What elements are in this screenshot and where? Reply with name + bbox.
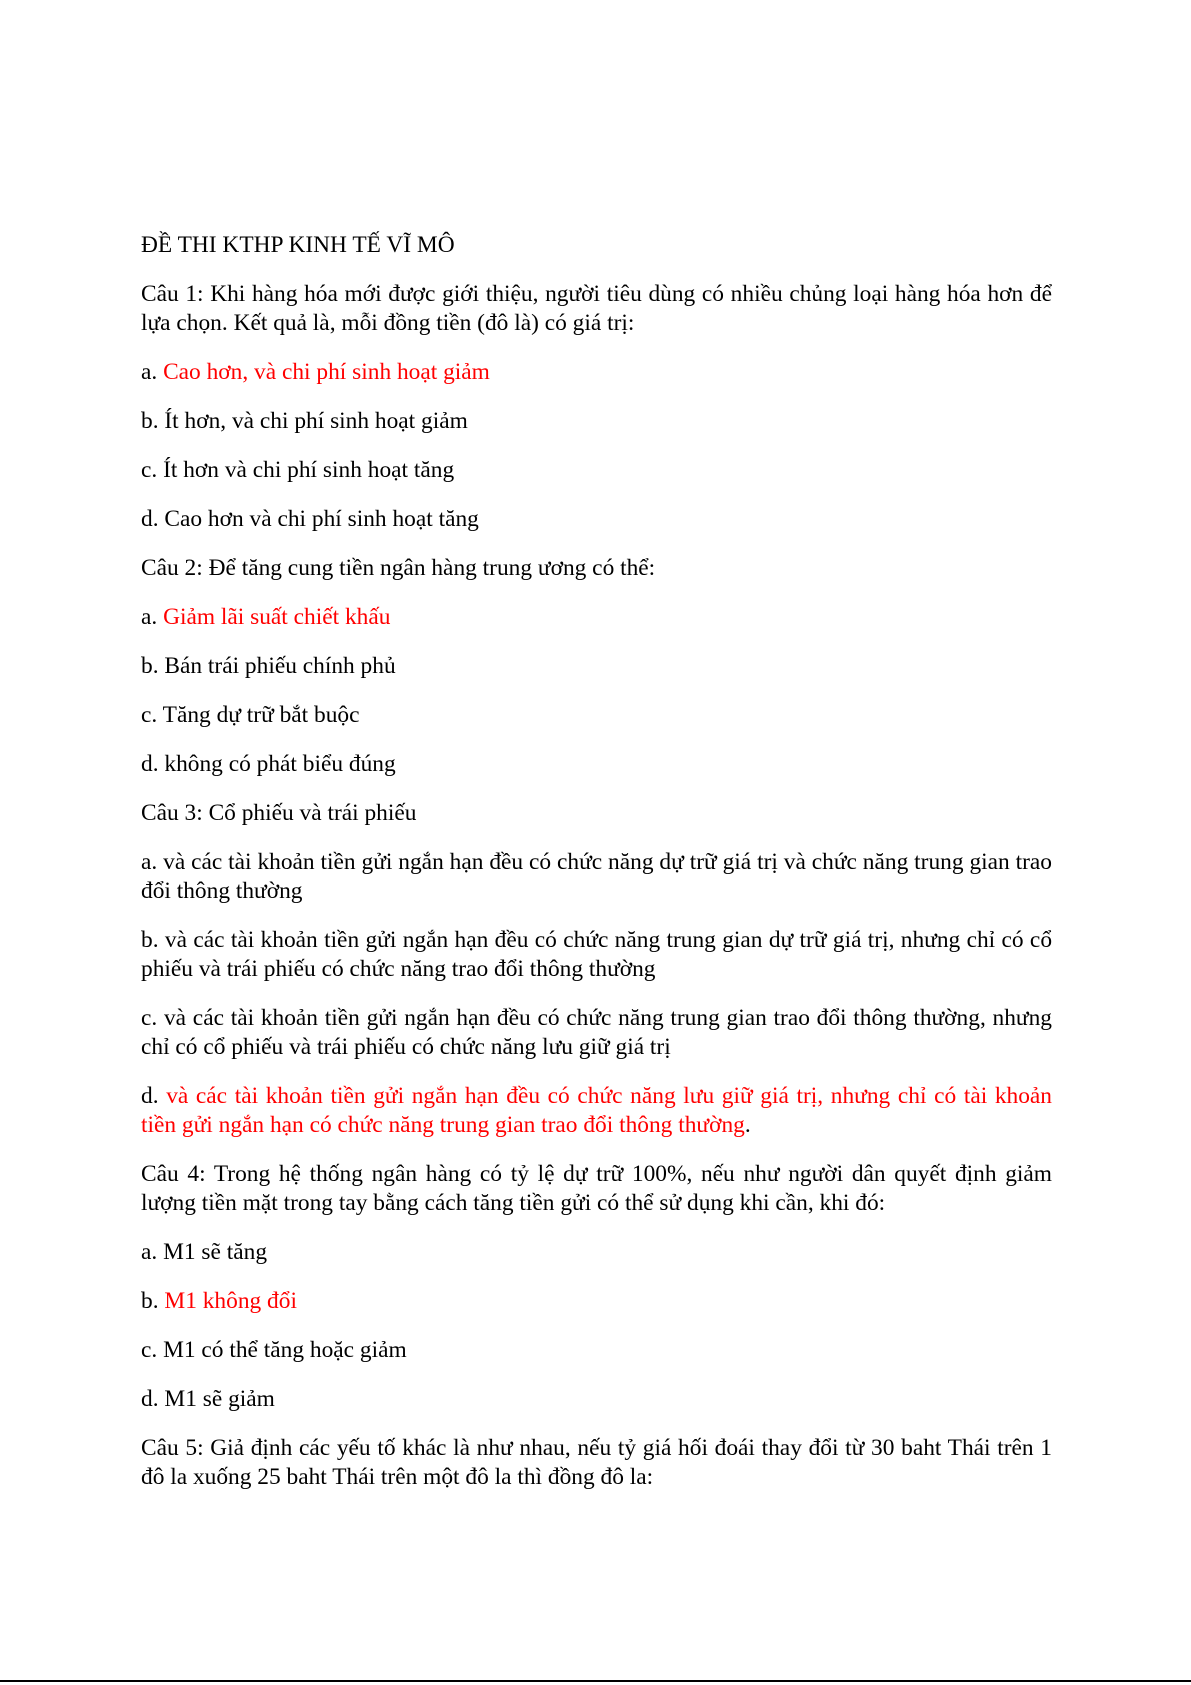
question-2-option-a: [141, 603, 1052, 632]
correct-answer-text: và các tài khoản tiền gửi ngắn hạn đều có chức năng lưu giữ giá trị, nhưng chỉ có tài khoản tiền gửi ngắn hạn có chức năng trung gian trao đổi thông thường: [141, 1083, 1053, 1138]
question-2-option-d: [141, 750, 1052, 779]
question-3-option-b: [141, 926, 1052, 984]
option-text: và các tài khoản tiền gửi ngắn hạn đều có chức năng trung gian dự trữ giá trị, nhưng chỉ có cổ phiếu và trái phiếu có chức năng trao đổi thông thường: [141, 927, 1053, 982]
option-prefix: a.: [141, 1239, 164, 1265]
question-1-option-c: [141, 456, 1052, 485]
question-3-option-c: [141, 1004, 1052, 1062]
correct-answer-text: Cao hơn, và chi phí sinh hoạt giảm: [163, 359, 490, 385]
question-4-option-c: [141, 1336, 1052, 1365]
question-2-option-b: [141, 652, 1052, 681]
question-3-option-a: [141, 848, 1052, 906]
question-3: Câu 3: Cổ phiếu và trái phiếu: [141, 800, 417, 826]
option-prefix: c.: [141, 1005, 164, 1031]
option-prefix: a.: [141, 849, 164, 875]
question-2: Câu 2: Để tăng cung tiền ngân hàng trung ương có thể:: [141, 555, 656, 581]
option-prefix: d.: [141, 506, 165, 532]
correct-answer-text: M1 không đổi: [164, 1288, 297, 1314]
question-2-option-c: [141, 701, 1052, 730]
option-text: Ít hơn, và chi phí sinh hoạt giảm: [164, 408, 468, 434]
option-prefix: b.: [141, 653, 165, 679]
question-4-option-a: [141, 1238, 1052, 1267]
option-prefix: c.: [141, 457, 164, 483]
option-prefix: c.: [141, 702, 163, 728]
question-1-option-d: [141, 505, 1052, 534]
option-text: M1 có thể tăng hoặc giảm: [163, 1337, 407, 1363]
option-prefix: d.: [141, 751, 165, 777]
option-text: Ít hơn và chi phí sinh hoạt tăng: [163, 457, 455, 483]
option-prefix: d.: [141, 1083, 167, 1109]
option-text: Tăng dự trữ bắt buộc: [162, 702, 360, 728]
correct-answer-text: Giảm lãi suất chiết khấu: [163, 604, 391, 630]
page-bottom-divider: [0, 1680, 1191, 1682]
question-5: Câu 5: Giả định các yếu tố khác là như nhau, nếu tỷ giá hối đoái thay đổi từ 30 baht Thái trên 1 đô la xuống 25 baht Thái trên một đô la thì đồng đô la:: [141, 1435, 1052, 1490]
page-title: ĐỀ THI KTHP KINH TẾ VĨ MÔ: [141, 232, 455, 258]
question-4: Câu 4: Trong hệ thống ngân hàng có tỷ lệ dự trữ 100%, nếu như người dân quyết định giảm lượng tiền mặt trong tay bằng cách tăng tiền gửi có thể sử dụng khi cần, khi đó:: [141, 1161, 1052, 1216]
option-text: M1 sẽ giảm: [164, 1386, 275, 1412]
question-3-option-d: [141, 1082, 1052, 1140]
question-1: Câu 1: Khi hàng hóa mới được giới thiệu, người tiêu dùng có nhiều chủng loại hàng hóa hơn để lựa chọn. Kết quả là, mỗi đồng tiền (đô là) có giá trị:: [141, 281, 1052, 336]
option-prefix: b.: [141, 408, 165, 434]
option-prefix: b.: [141, 927, 165, 953]
question-4-option-d: [141, 1385, 1052, 1414]
option-prefix: d.: [141, 1386, 165, 1412]
option-text: M1 sẽ tăng: [163, 1239, 268, 1265]
option-text: và các tài khoản tiền gửi ngắn hạn đều có chức năng trung gian trao đổi thông thường, nhưng chỉ có cổ phiếu và trái phiếu có chức năng lưu giữ giá trị: [141, 1005, 1053, 1060]
question-4-option-b: [141, 1287, 1052, 1316]
option-prefix: a.: [141, 359, 164, 385]
option-text: không có phát biểu đúng: [164, 751, 396, 777]
option-prefix: b.: [141, 1288, 165, 1314]
option-suffix: .: [744, 1112, 751, 1138]
option-text: và các tài khoản tiền gửi ngắn hạn đều có chức năng dự trữ giá trị và chức năng trung gian trao đổi thông thường: [141, 849, 1052, 904]
option-prefix: c.: [141, 1337, 164, 1363]
option-text: Cao hơn và chi phí sinh hoạt tăng: [164, 506, 479, 532]
question-1-option-b: [141, 407, 1052, 436]
option-prefix: a.: [141, 604, 164, 630]
document-content: [141, 231, 1052, 1512]
option-text: Bán trái phiếu chính phủ: [164, 653, 396, 679]
question-1-option-a: [141, 358, 1052, 387]
